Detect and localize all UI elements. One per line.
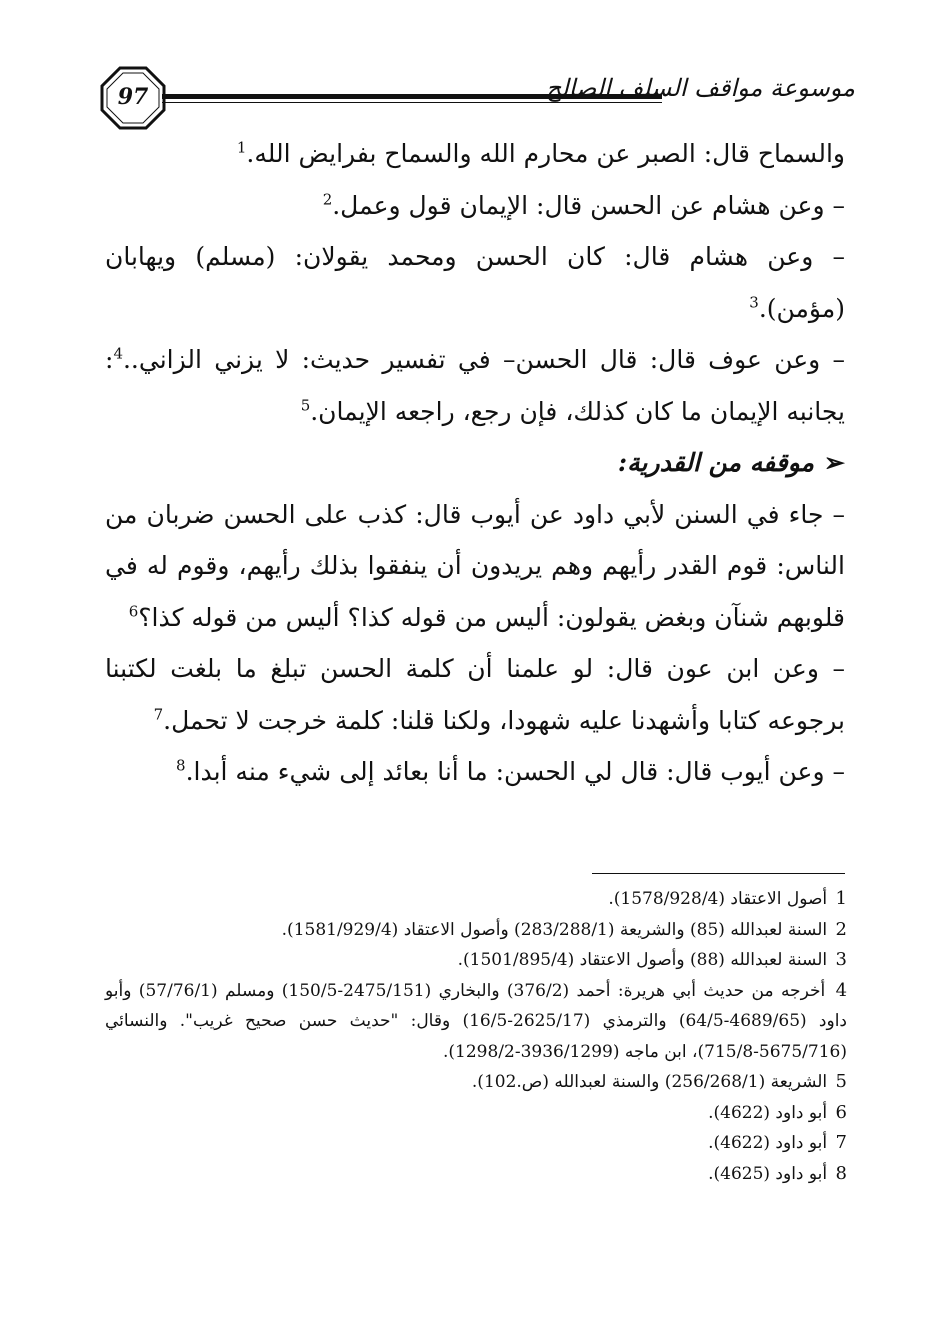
- paragraph-4: – وعن عوف قال: قال الحسن– في تفسير حديث: لا يزني الزاني..$^4$: يجانبه الإيمان ما كان كذلك، فإن رجع، راجعه الإيمان.$^5$: [105, 344, 845, 426]
- section-heading: ➢موقفه من القدرية:: [617, 448, 845, 477]
- footnote-item: 8 أبو داود (4625).: [708, 1162, 847, 1184]
- page-number: 97: [117, 84, 149, 110]
- footnote-separator: [592, 873, 845, 874]
- footnote-item: 4 أخرجه من حديث أبي هريرة: أحمد (376/2) والبخاري (2475/151-150/5) ومسلم (57/76/1) وأبو داود (4689/65-64/5) والترمذي (2625/17-16/5) وقال: "حديث حسن صحيح غريب". والنسائي (5675/716-715/8)، ابن ماجه (3936/1299-1298/2).: [105, 979, 848, 1062]
- paragraph-6: – وعن ابن عون قال: لو علمنا أن كلمة الحسن تبلغ ما بلغت لكتبنا برجوعه كتابا وأشهدنا عليه شهودا، ولكنا قلنا: كلمة خرجت لا تحمل.$^7$: [105, 654, 845, 735]
- footnote-ref: 6: [128, 602, 139, 621]
- header-rule-thin: [162, 102, 662, 103]
- footnote-ref: 5: [300, 396, 311, 415]
- footnote-item: 5 الشريعة (256/268/1) والسنة لعبدالله (ص.102).: [471, 1071, 847, 1092]
- footnotes: [105, 884, 847, 1189]
- paragraph-3: – وعن هشام قال: كان الحسن ومحمد يقولان: (مسلم) ويهابان (مؤمن).$^3$: [105, 242, 845, 323]
- page-header: [100, 58, 855, 138]
- main-text: [105, 128, 845, 798]
- footnote-item: 7 أبو داود (4622).: [708, 1132, 847, 1153]
- footnote-item: 3 السنة لعبدالله (88) وأصول الاعتقاد (1501/895/4).: [457, 949, 847, 970]
- arrow-bullet-icon: ➢: [824, 448, 845, 477]
- footnote-ref: 4: [113, 344, 123, 363]
- footnote-item: 6 أبو داود (4622).: [708, 1101, 847, 1123]
- paragraph-5: – جاء في السنن لأبي داود عن أيوب قال: كذب على الحسن ضربان من الناس: قوم القدر رأيهم وهم يريدون أن ينفقوا بذلك رأيهم، وقوم له في قلوبهم شنآن وبغض يقولون: أليس من قوله كذا؟ أليس من قوله كذا؟$^6$: [105, 499, 845, 632]
- footnote-ref: 2: [322, 190, 333, 209]
- footnote-ref: 3: [749, 293, 759, 312]
- paragraph-2: – وعن هشام عن الحسن قال: الإيمان قول وعمل.$^2$: [322, 190, 845, 220]
- page-number-badge: [100, 66, 166, 130]
- footnote-ref: 8: [176, 756, 186, 775]
- footnote-item: 2 السنة لعبدالله (85) والشريعة (283/288/1) وأصول الاعتقاد (1581/929/4).: [281, 918, 847, 940]
- footnote-ref: 1: [236, 138, 247, 157]
- footnote-item: 1 أصول الاعتقاد (1578/928/4).: [608, 888, 847, 909]
- paragraph-1: والسماح قال: الصبر عن محارم الله والسماح بفرايض الله.$^1$: [236, 138, 845, 168]
- paragraph-7: – وعن أيوب قال: قال لي الحسن: ما أنا بعائد إلى شيء منه أبدا.$^8$: [176, 756, 845, 786]
- book-title: موسوعة مواقف السلف الصالح: [545, 74, 855, 102]
- footnote-ref: 7: [153, 705, 164, 724]
